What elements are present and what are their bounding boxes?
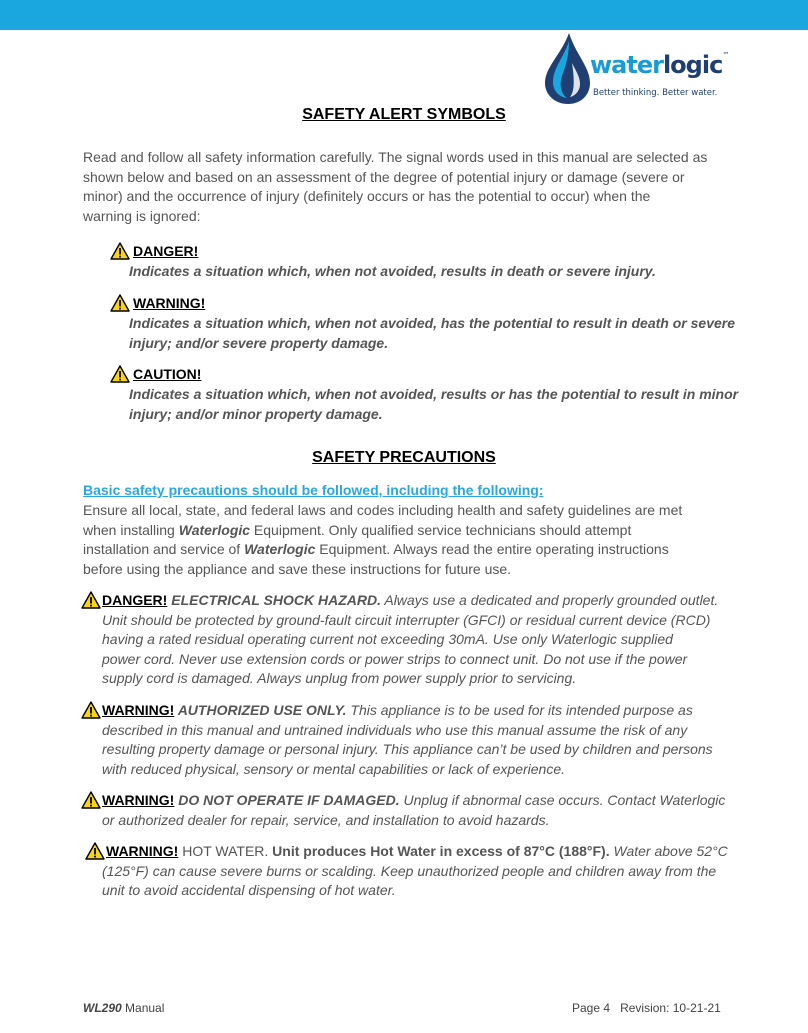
precautions-body <box>83 501 773 579</box>
precaution-line: Unit should be protected by ground-fault circuit interrupter (GFCI) or residual current device (RCD) <box>102 611 711 628</box>
precaution-line: power cord. Never use extension cords or power strips to connect unit. Do not use if the power <box>102 650 688 667</box>
body-line <box>83 540 773 560</box>
precaution-first-line <box>102 791 782 811</box>
body-text: Equipment. Only qualified service technicians should attempt <box>250 521 632 538</box>
body-text: when installing <box>83 521 179 538</box>
precaution-text: This appliance is to be used for its intended purpose as <box>346 702 693 718</box>
precaution-text: Water above 52°C <box>609 843 728 859</box>
body-line <box>83 521 773 541</box>
alert-signal-danger: DANGER! <box>133 243 199 259</box>
waterlogic-logo <box>543 33 743 105</box>
precaution-line: or authorized dealer for repair, service, and installation to avoid hazards. <box>102 811 550 828</box>
logo-tagline: Better thinking. Better water. <box>593 88 718 98</box>
footer-page-number: Page 4 <box>572 1001 611 1015</box>
precaution-hot-water <box>106 842 786 862</box>
precaution-signal: WARNING! <box>106 843 179 859</box>
precaution-text: Unplug if abnormal case occurs. Contact Waterlogic <box>399 792 726 808</box>
body-text: installation and service of <box>83 541 245 557</box>
footer-model: WL290 <box>83 1001 122 1015</box>
warning-triangle-icon <box>110 242 130 260</box>
precaution-hot-water-continued <box>102 862 782 901</box>
precaution-lead: ELECTRICAL SHOCK HAZARD. <box>167 592 381 608</box>
precaution-line: resulting property damage or personal injury. This appliance can’t be used by children and persons <box>102 741 713 757</box>
body-line: before using the appliance and save these instructions for future use. <box>83 560 512 577</box>
warning-triangle-icon <box>81 591 101 609</box>
alert-signal-warning: WARNING! <box>133 295 206 311</box>
precaution-signal: WARNING! <box>102 702 175 718</box>
brand-name: Waterlogic <box>244 541 316 557</box>
footer-doc: Manual <box>121 1001 165 1015</box>
alert-signal-caution: CAUTION! <box>133 366 202 382</box>
precaution-signal: DANGER! <box>102 592 168 608</box>
warning-triangle-icon <box>81 701 101 719</box>
intro-paragraph <box>83 148 763 226</box>
precaution-do-not-operate <box>102 791 782 830</box>
logo-trademark: ™ <box>722 51 730 59</box>
alert-danger-description <box>129 262 769 282</box>
footer-page-info <box>572 1001 721 1015</box>
precaution-signal: WARNING! <box>102 792 175 808</box>
warning-triangle-icon <box>85 842 105 860</box>
alert-line: injury; and/or minor property damage. <box>129 405 383 422</box>
alert-warning-description <box>129 314 769 353</box>
precaution-line: supply cord is damaged. Always unplug from power supply prior to servicing. <box>102 670 577 686</box>
footer-manual-title <box>83 1001 164 1015</box>
alert-line: Indicates a situation which, when not avoided, results in death or severe injury. <box>129 263 656 279</box>
alert-caution-description <box>129 385 769 424</box>
section-title-safety-precautions: SAFETY PRECAUTIONS <box>312 449 496 466</box>
precaution-authorized-use <box>102 701 792 779</box>
footer-revision: Revision: 10-21-21 <box>620 1001 721 1015</box>
precaution-electrical-shock <box>102 591 782 689</box>
body-line: Ensure all local, state, and federal laws and codes including health and safety guidelines are met <box>83 502 683 518</box>
precaution-lead: HOT WATER. <box>178 843 269 859</box>
intro-line: warning is ignored: <box>83 207 201 224</box>
precaution-line: having a rated residual operating current not exceeding 30mA. Use only Waterlogic supplied <box>102 631 673 647</box>
warning-triangle-icon <box>110 294 130 312</box>
warning-triangle-icon <box>81 791 101 809</box>
intro-line: minor) and the occurrence of injury (definitely occurs or has the potential to occur) when the <box>83 188 651 204</box>
logo-word-logic: logic <box>662 51 723 79</box>
logo-word-water: water <box>590 51 663 79</box>
body-text: Equipment. Always read the entire operating instructions <box>315 541 669 557</box>
intro-line: Read and follow all safety information carefully. The signal words used in this manual are selected as <box>83 149 708 165</box>
precaution-line: (125°F) can cause severe burns or scalding. Keep unauthorized people and children away from the <box>102 862 717 879</box>
precaution-first-line <box>102 591 782 611</box>
intro-line: shown below and based on an assessment of the degree of potential injury or damage (severe or <box>83 168 685 185</box>
precaution-first-line <box>106 842 786 862</box>
brand-name: Waterlogic <box>178 521 251 538</box>
precaution-line: described in this manual and untrained individuals who use this manual assume the risk of any <box>102 721 688 738</box>
section-title-safety-alert-symbols: SAFETY ALERT SYMBOLS <box>302 106 506 123</box>
precaution-lead: DO NOT OPERATE IF DAMAGED. <box>174 792 400 808</box>
precautions-subheading: Basic safety precautions should be followed, including the following: <box>83 482 544 498</box>
precaution-text: Always use a dedicated and properly grounded outlet. <box>380 592 719 608</box>
precaution-lead-bold: Unit produces Hot Water in excess of 87°C (188°F). <box>268 843 610 859</box>
header-bar <box>0 0 808 30</box>
precaution-lead: AUTHORIZED USE ONLY. <box>174 702 347 718</box>
warning-triangle-icon <box>110 365 130 383</box>
alert-line: injury; and/or severe property damage. <box>129 334 389 351</box>
water-drop-icon <box>543 33 591 105</box>
precaution-line: with reduced physical, sensory or mental capabilities or lack of experience. <box>102 760 566 777</box>
precaution-line: unit to avoid accidental dispensing of hot water. <box>102 882 396 898</box>
precaution-first-line <box>102 701 792 721</box>
alert-line: Indicates a situation which, when not avoided, has the potential to result in death or severe <box>129 315 735 331</box>
alert-line: Indicates a situation which, when not avoided, results or has the potential to result in minor <box>129 386 739 402</box>
